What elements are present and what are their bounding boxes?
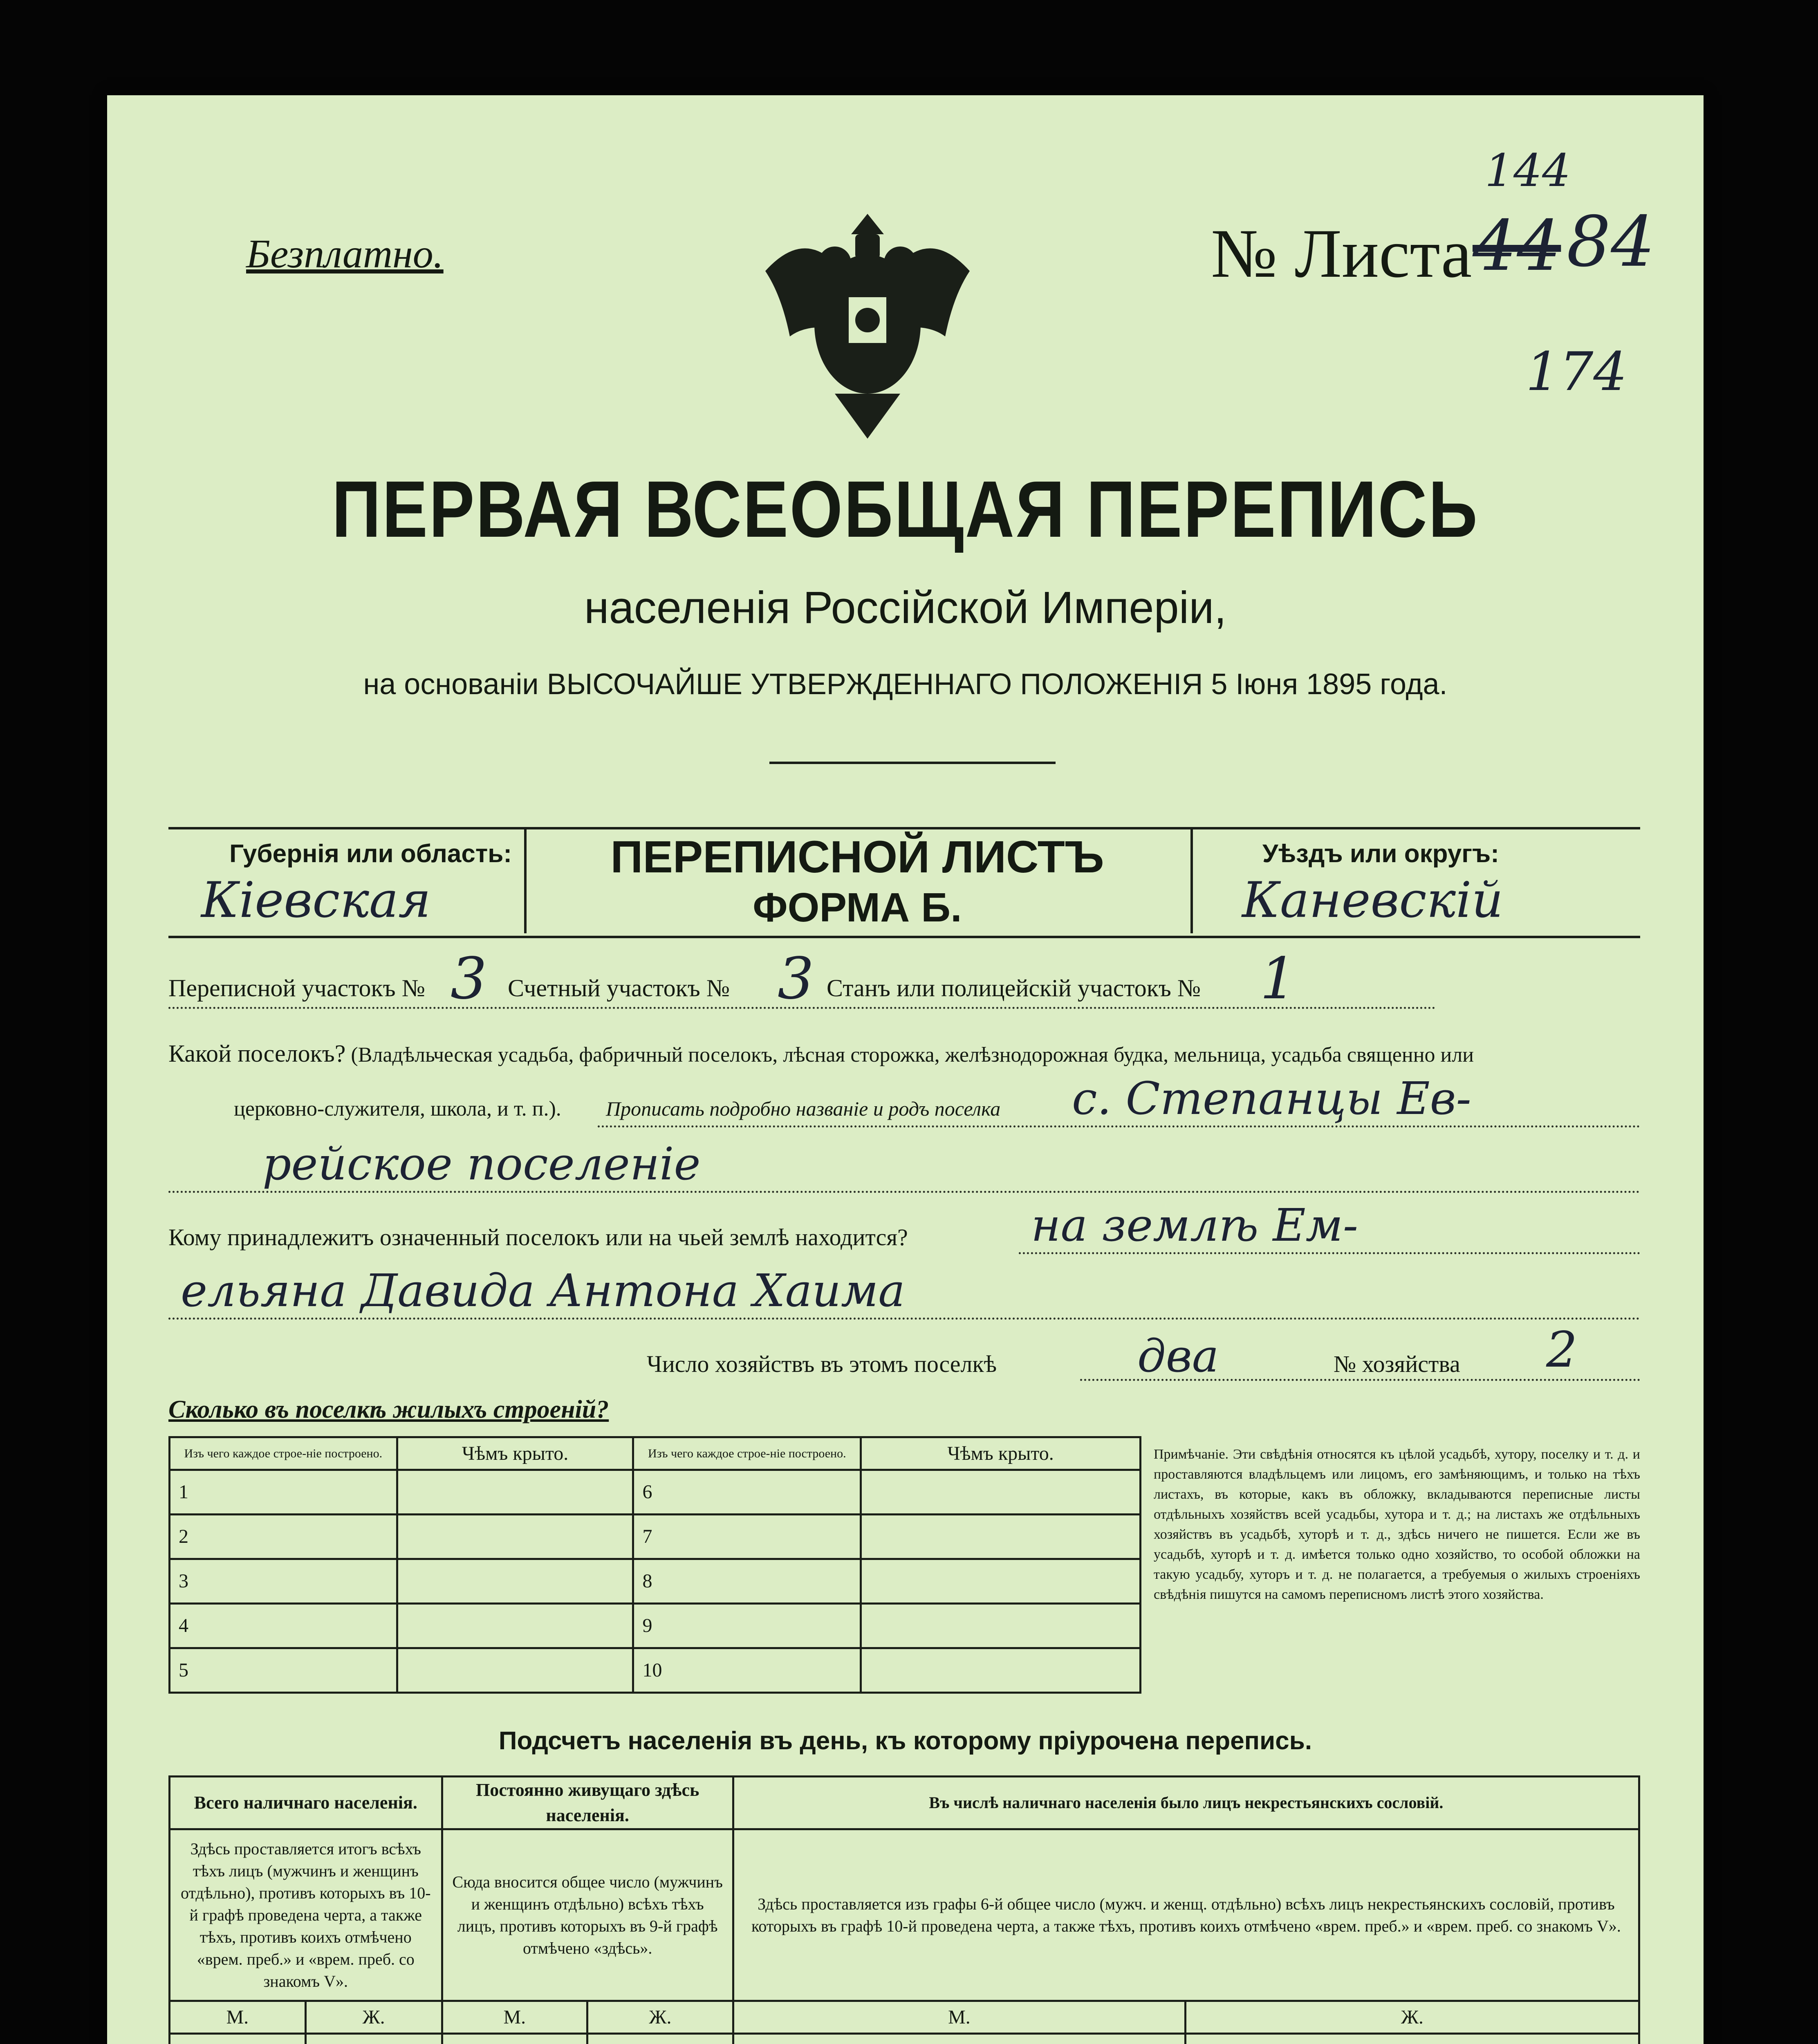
camp-label: Станъ или полицейскій участокъ № xyxy=(827,975,1201,1002)
count-cell xyxy=(1186,2034,1639,2044)
roof-cell xyxy=(397,1604,633,1648)
building-row-num: 2 xyxy=(170,1515,397,1559)
count-district-value: 3 xyxy=(778,946,814,1012)
fields-rule-5 xyxy=(168,1318,1640,1320)
note-text: Примѣчаніе. Эти свѣдѣнія относятся къ цѣлой усадьбѣ, хутору, поселку и т. д. и проставляются владѣльцемъ или лицомъ, его замѣняющимъ, и только на тѣхъ листахъ, въ которые, какъ въ обложку, вкладываются переписные листы отдѣльныхъ хозяйствъ всей усадьбы, хутора и т. д.; на листахъ же отдѣльныхъ хозяйствъ въ усадьбѣ, хуторѣ и т. д., здѣсь ничего не пишется. Если же въ усадьбѣ, хуторѣ и т. д. имѣется только одно хозяйство, то особой обложки на такую усадьбу, хуторъ и т. д. не полагается, а требуемыя о жилыхъ строеніяхъ свѣдѣнія пишутся на самомъ переписномъ листѣ этого хозяйства. xyxy=(1154,1447,1640,1602)
buildings-table xyxy=(168,1436,1141,1694)
sheet-number-label: № Листа xyxy=(1211,215,1472,292)
sheet-number-value: 84 xyxy=(1567,202,1655,282)
settlement-hint: (Владѣльческая усадьба, фабричный поселокъ, лѣсная сторожка, желѣзнодорожная будка, мельница, усадьба священно или xyxy=(351,1043,1474,1067)
count-cell xyxy=(305,2034,442,2044)
count-cell xyxy=(733,2034,1185,2044)
main-title: ПЕРВАЯ ВСЕОБЩАЯ ПЕРЕПИСЬ xyxy=(332,464,1479,554)
settlement-value-2: рейское поселеніе xyxy=(262,1138,701,1190)
district-box xyxy=(1190,827,1643,933)
province-value: Кіевская xyxy=(201,872,431,929)
roof-cell xyxy=(397,1559,633,1604)
title-divider xyxy=(769,762,1056,764)
basis-title: на основаніи ВЫСОЧАЙШЕ УТВЕРЖДЕННАГО ПОЛОЖЕНІЯ 5 Іюня 1895 года. xyxy=(363,668,1448,701)
building-row-num: 5 xyxy=(170,1648,397,1693)
subtitle: населенія Россійской Имперіи, xyxy=(584,583,1227,633)
count-district-label: Счетный участокъ № xyxy=(508,975,730,1002)
m-header: М. xyxy=(733,2001,1185,2034)
count-cell xyxy=(170,2034,306,2044)
roof-cell xyxy=(861,1604,1141,1648)
roof-cell xyxy=(397,1470,633,1515)
zh-header: Ж. xyxy=(1186,2001,1639,2034)
fields-rule-6 xyxy=(1080,1379,1640,1381)
roof-cell xyxy=(861,1470,1141,1515)
population-table xyxy=(168,1775,1640,2044)
pencil-number-top: 144 xyxy=(1485,144,1571,197)
col-built-header-right: Изъ чего каждое строе-ніе построено. xyxy=(633,1437,861,1470)
province-label: Губернія или область: xyxy=(229,840,512,868)
household-no-value: 2 xyxy=(1546,1322,1578,1378)
form-subtitle: ФОРМА Б. xyxy=(753,885,962,930)
zh-header: Ж. xyxy=(587,2001,733,2034)
building-row-num: 4 xyxy=(170,1604,397,1648)
col1-text: Здѣсь проставляется итогъ всѣхъ тѣхъ лицъ (мужчинъ и женщинъ отдѣльно), противъ которыхъ въ 10-й графѣ проведена черта, а также тѣхъ, противъ коихъ отмѣчено «врем. преб.» и «врем. преб. со знакомъ V». xyxy=(170,1829,442,2001)
household-no-label: № хозяйства xyxy=(1334,1351,1460,1377)
building-row-num: 9 xyxy=(633,1604,861,1648)
households-value: два xyxy=(1137,1330,1219,1382)
households-label: Число хозяйствъ въ этомъ поселкѣ xyxy=(647,1351,997,1377)
imperial-eagle-emblem xyxy=(753,202,982,447)
count-cell xyxy=(587,2034,733,2044)
settlement-value-1: с. Степанцы Ев- xyxy=(1072,1072,1471,1125)
count-cell xyxy=(442,2034,587,2044)
pencil-number-side: 174 xyxy=(1526,341,1627,403)
building-row-num: 8 xyxy=(633,1559,861,1604)
settlement-label: Какой поселокъ? xyxy=(168,1040,346,1067)
form-title: ПЕРЕПИСНОЙ ЛИСТЪ xyxy=(610,832,1104,882)
settlement-line xyxy=(168,1040,1640,1068)
census-district-value: 3 xyxy=(451,946,487,1012)
fields-rule-3 xyxy=(168,1191,1640,1193)
sheet-number-struck: 44 xyxy=(1473,206,1561,287)
owner-value-1: на землѣ Ем- xyxy=(1031,1199,1358,1251)
col-roof-header-left: Чѣмъ крыто. xyxy=(397,1437,633,1470)
fields-rule-1 xyxy=(168,1007,1436,1009)
census-sheet xyxy=(107,95,1704,2044)
col2-title: Постоянно живущаго здѣсь населенія. xyxy=(442,1777,733,1829)
roof-cell xyxy=(397,1648,633,1693)
col3-text: Здѣсь проставляется изъ графы 6-й общее число (мужч. и женщ. отдѣльно) всѣхъ лицъ некрестьянскихъ сословій, противъ которыхъ въ графѣ 10-й проведена черта, а также тѣхъ, противъ коихъ отмѣчено «врем. преб.» и «врем. преб. со знакомъ V». xyxy=(733,1829,1639,2001)
free-label: Безплатно. xyxy=(246,231,444,276)
fields-rule-4 xyxy=(1019,1252,1640,1254)
m-header: М. xyxy=(170,2001,306,2034)
col-roof-header-right: Чѣмъ крыто. xyxy=(861,1437,1141,1470)
buildings-label: Сколько въ поселкѣ жилыхъ строеній? xyxy=(168,1396,609,1423)
fields-rule-2 xyxy=(598,1125,1640,1127)
building-row-num: 10 xyxy=(633,1648,861,1693)
roof-cell xyxy=(397,1515,633,1559)
roof-cell xyxy=(861,1559,1141,1604)
zh-header: Ж. xyxy=(305,2001,442,2034)
roof-cell xyxy=(861,1648,1141,1693)
col2-text: Сюда вносится общее число (мужчинъ и женщинъ отдѣльно) всѣхъ тѣхъ лицъ, противъ которыхъ въ 9-й графѣ отмѣчено «здѣсь». xyxy=(442,1829,733,2001)
census-district-label: Переписной участокъ № xyxy=(168,975,425,1002)
camp-value: 1 xyxy=(1260,946,1297,1012)
population-heading: Подсчетъ населенія въ день, къ которому пріурочена перепись. xyxy=(498,1727,1312,1755)
province-box xyxy=(168,827,527,933)
owner-label: Кому принадлежитъ означенный поселокъ или на чьей землѣ находится? xyxy=(168,1224,908,1251)
settlement-hint-italic: Прописать подробно названіе и родъ поселка xyxy=(606,1097,1001,1120)
owner-value-2: ельяна Давида Антона Хаима xyxy=(181,1264,905,1317)
col-built-header-left: Изъ чего каждое строе-ніе построено. xyxy=(170,1437,397,1470)
settlement-hint-2: церковно-служителя, школа, и т. п.). xyxy=(234,1097,561,1121)
district-label: Уѣздъ или округъ: xyxy=(1262,840,1499,868)
m-header: М. xyxy=(442,2001,587,2034)
building-row-num: 7 xyxy=(633,1515,861,1559)
col1-title: Всего наличнаго населенія. xyxy=(170,1777,442,1829)
col3-title: Въ числѣ наличнаго населенія было лицъ некрестьянскихъ сословій. xyxy=(733,1777,1639,1829)
district-value: Каневскій xyxy=(1242,872,1503,929)
roof-cell xyxy=(861,1515,1141,1559)
building-row-num: 6 xyxy=(633,1470,861,1515)
building-row-num: 3 xyxy=(170,1559,397,1604)
building-row-num: 1 xyxy=(170,1470,397,1515)
